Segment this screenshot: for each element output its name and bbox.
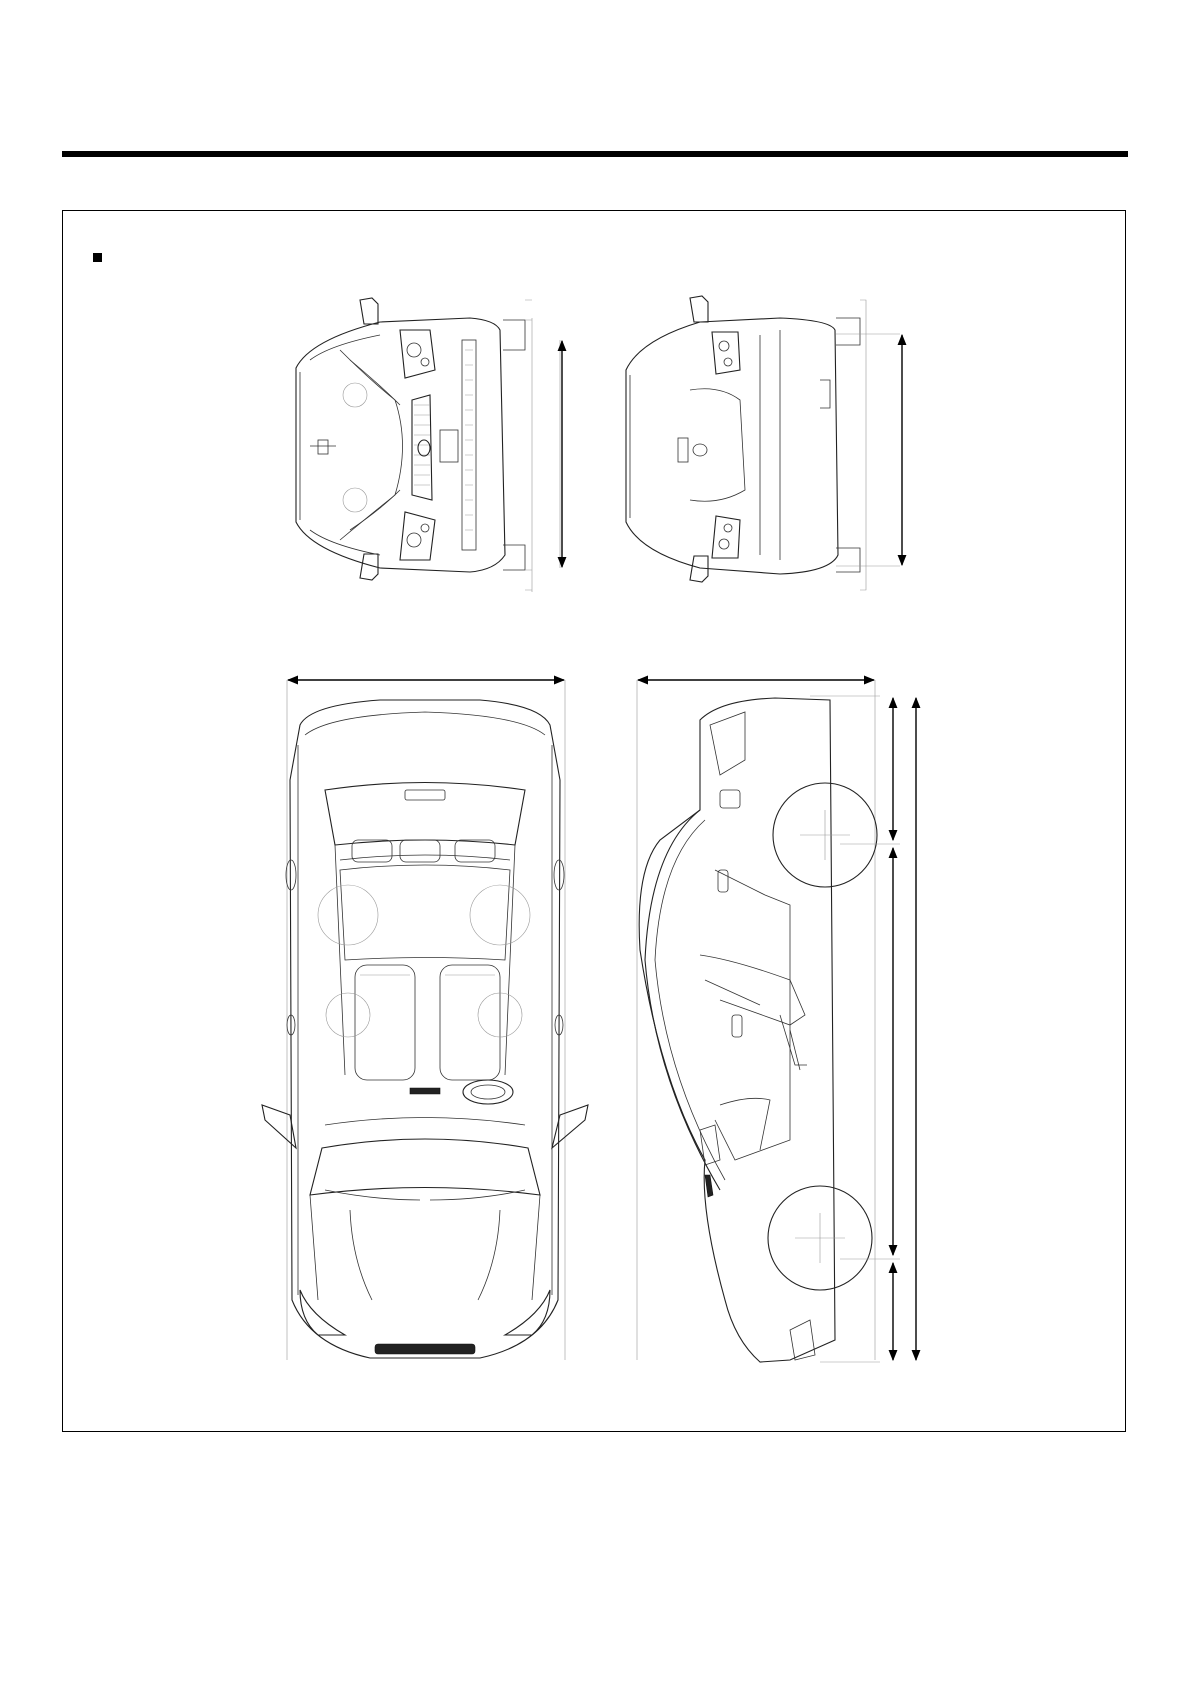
car-front-view-icon (296, 298, 560, 592)
car-side-view-icon (637, 680, 880, 1362)
car-rear-view-icon (626, 296, 900, 590)
car-top-view-icon (262, 680, 588, 1360)
